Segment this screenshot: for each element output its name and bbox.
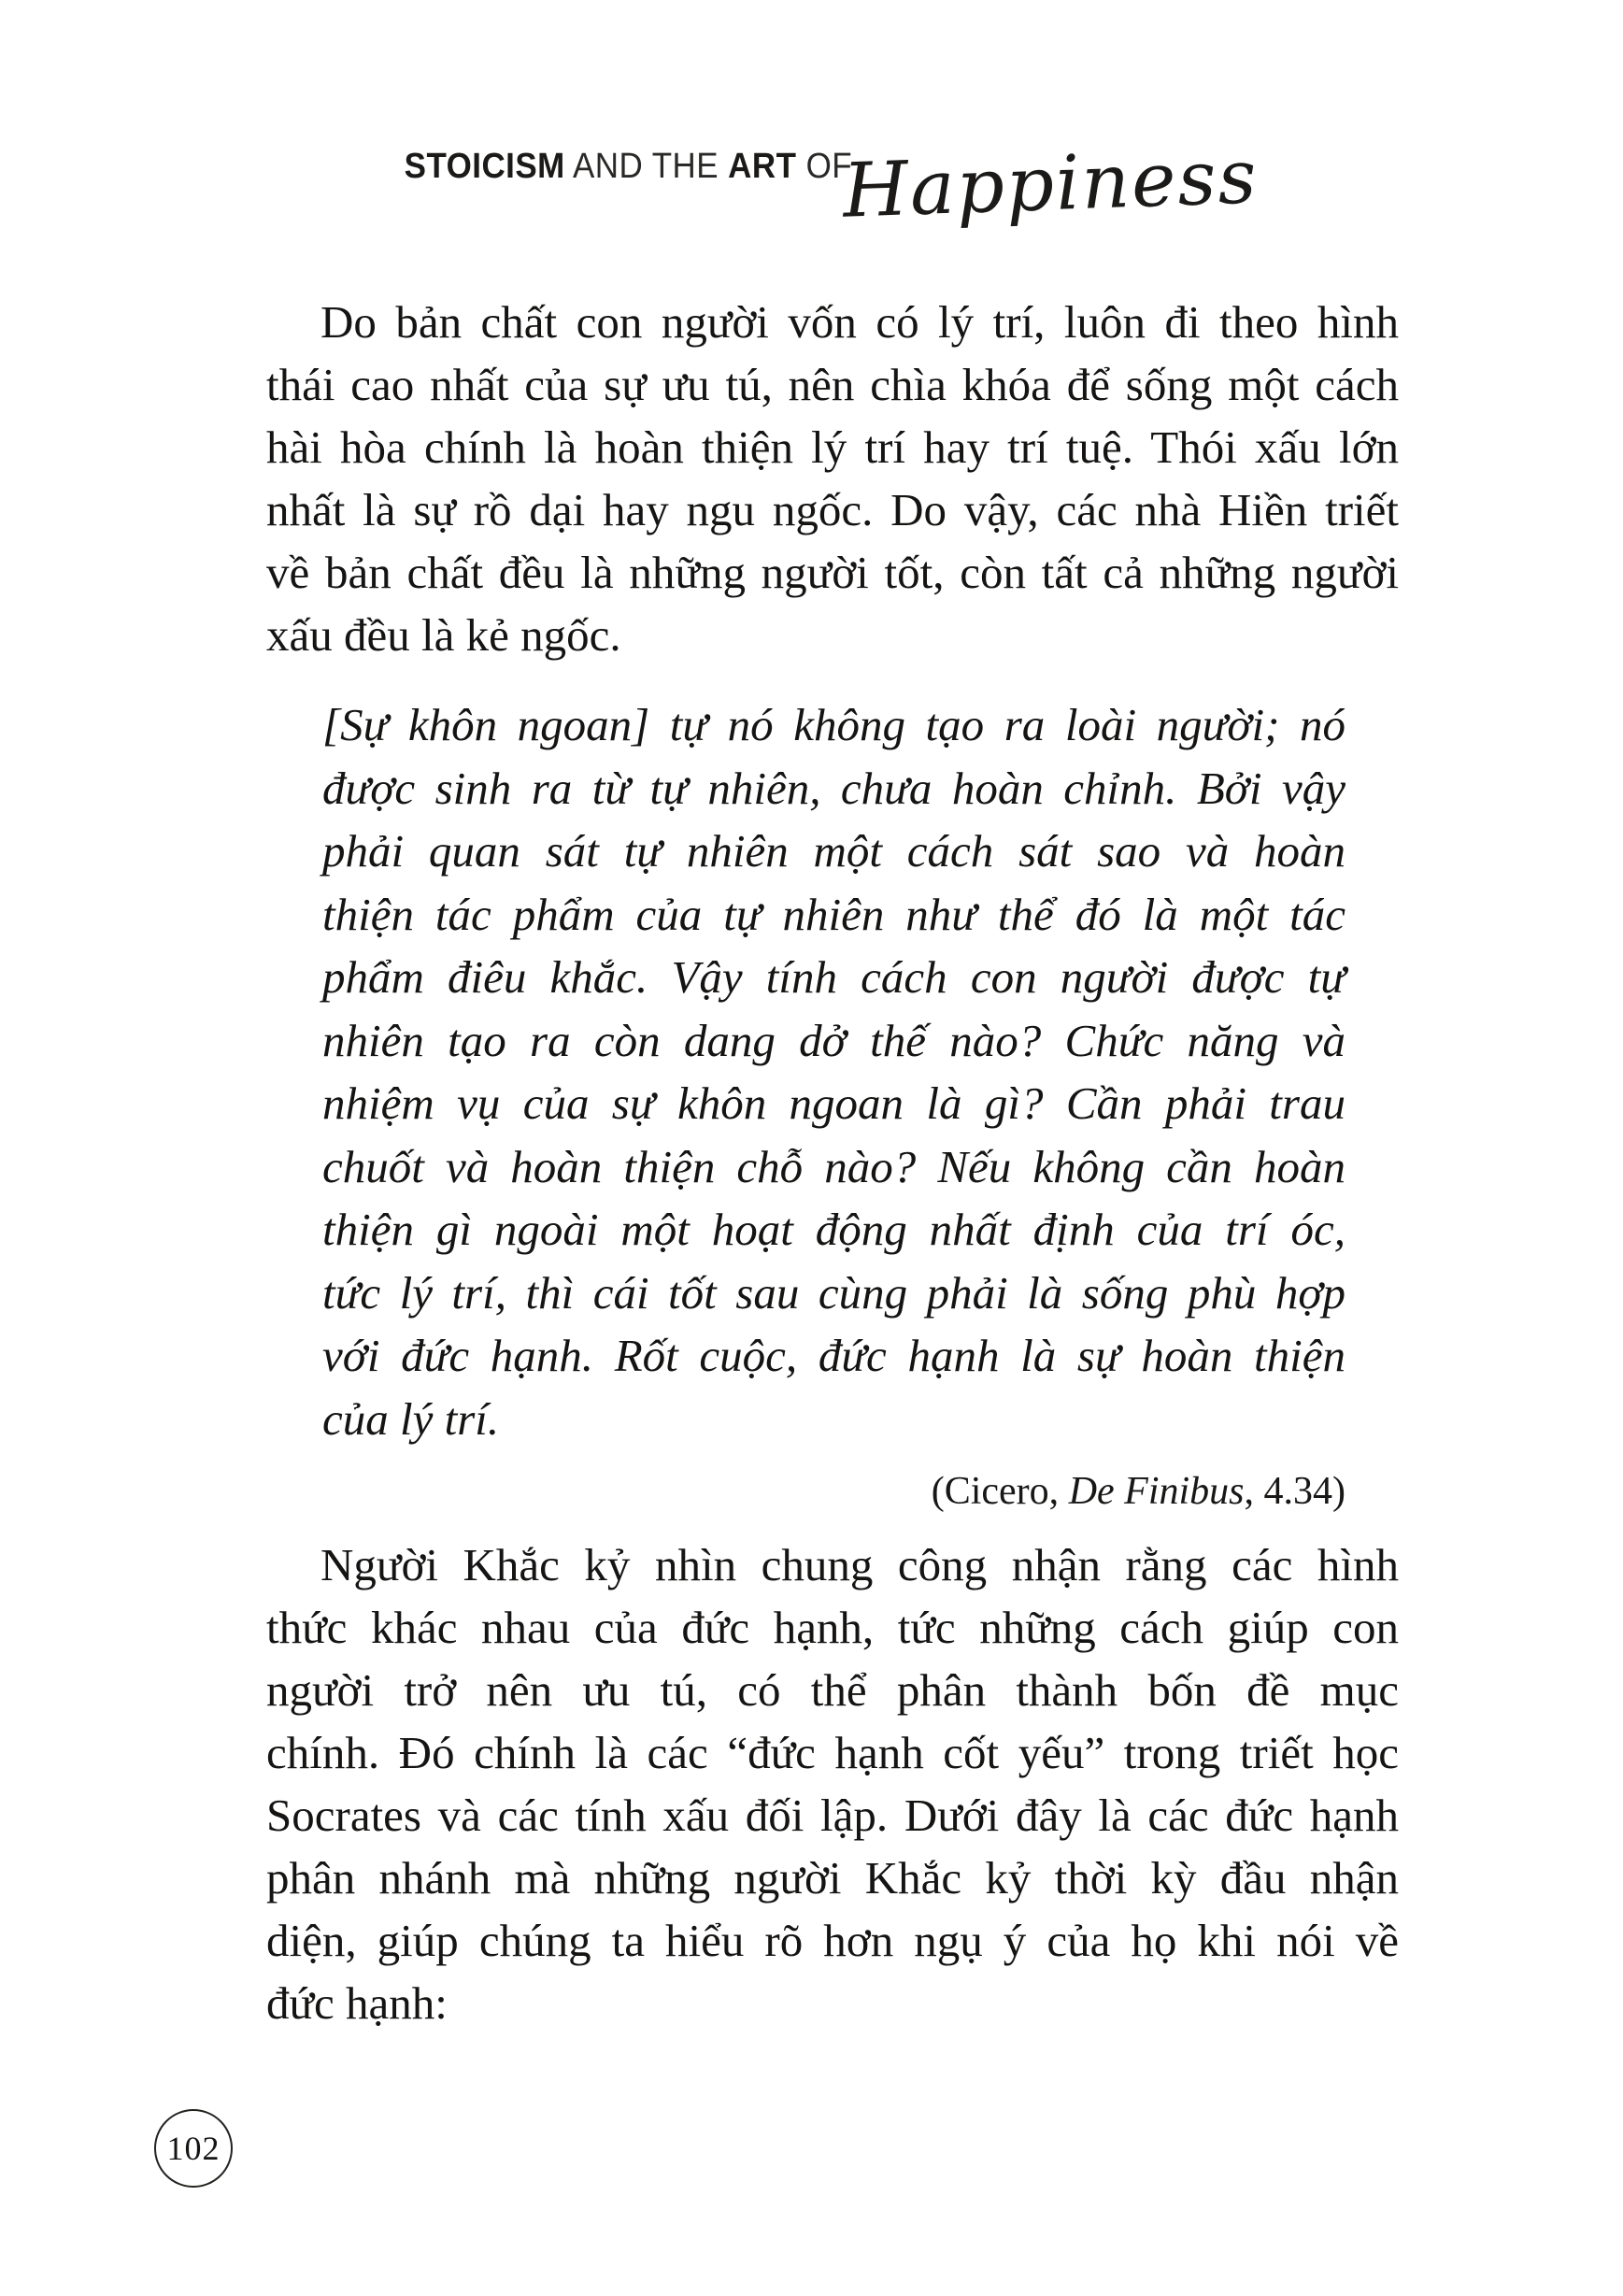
running-head bbox=[0, 133, 1623, 235]
running-head-happiness-script: Happiness bbox=[841, 133, 1260, 235]
paragraph-line: Người Khắc kỷ nhìn chung công nhận rằng các hình bbox=[320, 1539, 1399, 1590]
body-paragraph-2 bbox=[266, 1533, 1399, 2034]
attribution-author: (Cicero, bbox=[931, 1470, 1069, 1513]
quote-line: tức lý trí, thì cái tốt sau cùng phải là sống phù hợp bbox=[322, 1266, 1345, 1319]
paragraph-line: nhất là sự rồ dại hay ngu ngốc. Do vậy, các nhà Hiền triết bbox=[266, 484, 1399, 535]
quote-line: của lý trí. bbox=[322, 1392, 500, 1445]
quote-line: thiện gì ngoài một hoạt động nhất định của trí óc, bbox=[322, 1204, 1345, 1255]
running-head-and-the: AND THE bbox=[564, 147, 728, 186]
paragraph-line: Do bản chất con người vốn có lý trí, luôn đi theo hình bbox=[320, 296, 1399, 348]
quote-attribution bbox=[322, 1469, 1345, 1514]
paragraph-line: thái cao nhất của sự ưu tú, nên chìa khóa để sống một cách bbox=[266, 359, 1399, 410]
quote-line: được sinh ra từ tự nhiên, chưa hoàn chỉnh. Bởi vậy bbox=[322, 762, 1345, 814]
quote-line: phải quan sát tự nhiên một cách sát sao và hoàn bbox=[322, 825, 1345, 877]
attribution-work-title: De Finibus bbox=[1068, 1470, 1245, 1513]
quote-line: phẩm điêu khắc. Vậy tính cách con người được tự bbox=[322, 951, 1345, 1003]
body-paragraph-1 bbox=[266, 291, 1399, 666]
paragraph-line: đức hạnh: bbox=[266, 1977, 448, 2029]
paragraph-line: hài hòa chính là hoàn thiện lý trí hay trí tuệ. Thói xấu lớn bbox=[266, 421, 1399, 473]
attribution-locator: , 4.34) bbox=[1244, 1470, 1345, 1513]
paragraph-line: về bản chất đều là những người tốt, còn tất cả những người bbox=[266, 547, 1399, 598]
paragraph-line: xấu đều là kẻ ngốc. bbox=[266, 609, 621, 661]
paragraph-line: thức khác nhau của đức hạnh, tức những cách giúp con bbox=[266, 1602, 1399, 1653]
quote-line: [Sự khôn ngoan] tự nó không tạo ra loài người; nó bbox=[322, 699, 1345, 750]
quote-line: nhiệm vụ của sự khôn ngoan là gì? Cần phải trau bbox=[322, 1077, 1345, 1129]
quote-line: thiện tác phẩm của tự nhiên như thể đó là một tác bbox=[322, 888, 1345, 940]
paragraph-line: phân nhánh mà những người Khắc kỷ thời kỳ đầu nhận bbox=[266, 1852, 1399, 1904]
page-number: 102 bbox=[166, 2130, 221, 2167]
paragraph-line: chính. Đó chính là các “đức hạnh cốt yếu” trong triết học bbox=[266, 1727, 1399, 1778]
running-head-art: ART bbox=[727, 147, 797, 186]
paragraph-line: người trở nên ưu tú, có thể phân thành bốn đề mục bbox=[266, 1664, 1399, 1716]
block-quote bbox=[322, 693, 1345, 1450]
page-number-badge bbox=[154, 2109, 233, 2188]
quote-line: chuốt và hoàn thiện chỗ nào? Nếu không cần hoàn bbox=[322, 1140, 1345, 1192]
running-head-stoicism: STOICISM bbox=[404, 147, 565, 186]
paragraph-line: diện, giúp chúng ta hiểu rõ hơn ngụ ý của họ khi nói về bbox=[266, 1915, 1399, 1966]
paragraph-line: Socrates và các tính xấu đối lập. Dưới đây là các đức hạnh bbox=[266, 1790, 1399, 1841]
quote-line: với đức hạnh. Rốt cuộc, đức hạnh là sự hoàn thiện bbox=[322, 1330, 1345, 1381]
quote-line: nhiên tạo ra còn dang dở thế nào? Chức năng và bbox=[322, 1014, 1345, 1066]
running-head-of: OF bbox=[796, 147, 852, 186]
running-head-title bbox=[404, 147, 851, 187]
